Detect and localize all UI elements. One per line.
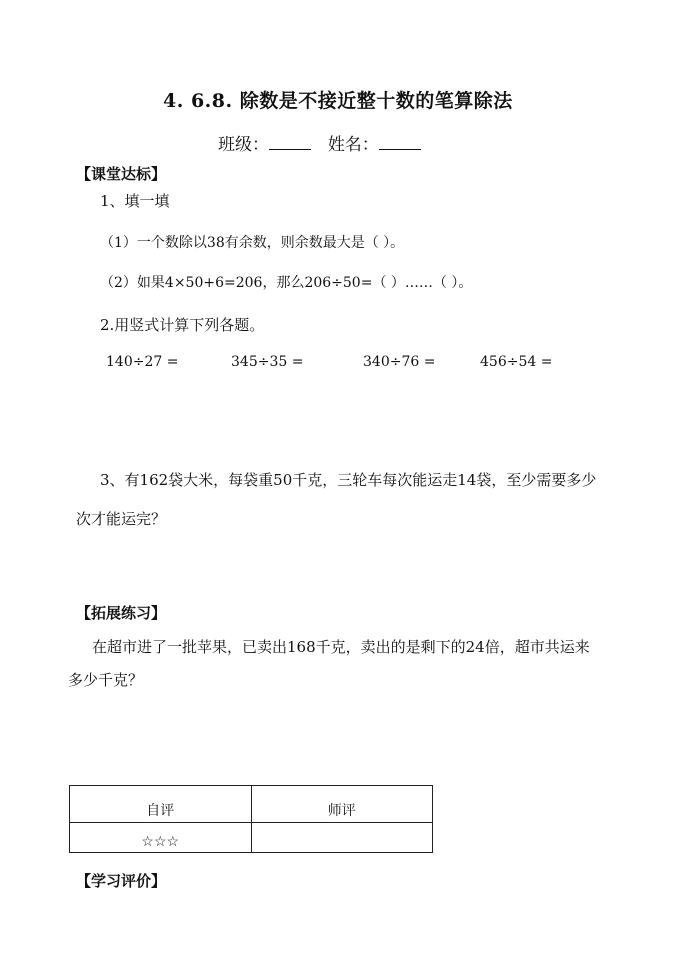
question-2-title: 2.用竖式计算下列各题。 bbox=[100, 316, 265, 334]
class-blank[interactable] bbox=[269, 133, 311, 150]
teacher-rating-cell[interactable] bbox=[251, 822, 433, 852]
question-1-title: 1、填一填 bbox=[100, 192, 170, 210]
class-label: 班级： bbox=[218, 135, 269, 155]
name-label: 姓名： bbox=[327, 135, 379, 155]
extension-line-2: 多少千克？ bbox=[68, 671, 144, 689]
section-heading-extension: 【拓展练习】 bbox=[76, 604, 167, 622]
extension-line-1: 在超市进了一批苹果，已卖出168千克，卖出的是剩下的24倍，超市共运来 bbox=[92, 638, 590, 656]
section-heading-classroom: 【课堂达标】 bbox=[76, 165, 167, 183]
question-1-2: （2）如果4×50+6=206，那么206÷50=（ ）……（ ）。 bbox=[100, 275, 473, 291]
page-title: 4. 6.8. 除数是不接近整十数的笔算除法 bbox=[163, 90, 513, 112]
name-blank[interactable] bbox=[379, 133, 421, 150]
evaluation-table bbox=[69, 785, 433, 853]
calc-problem: 456÷54 = bbox=[480, 354, 553, 370]
question-3-line-2: 次才能运完？ bbox=[76, 510, 167, 528]
self-rating-stars[interactable]: ☆☆☆ bbox=[70, 822, 252, 852]
calc-problem: 345÷35 = bbox=[231, 354, 304, 370]
question-3-line-1: 3、有162袋大米，每袋重50千克，三轮车每次能运走14袋，至少需要多少 bbox=[100, 471, 597, 489]
question-1-1: （1）一个数除以38有余数，则余数最大是（ ）。 bbox=[100, 235, 405, 251]
calc-problem: 140÷27 = bbox=[106, 354, 179, 370]
calc-problem: 340÷76 = bbox=[363, 354, 436, 370]
section-heading-evaluation: 【学习评价】 bbox=[76, 872, 167, 890]
table-header-self: 自评 bbox=[70, 786, 252, 823]
table-header-teacher: 师评 bbox=[251, 786, 433, 823]
student-info bbox=[218, 130, 421, 155]
